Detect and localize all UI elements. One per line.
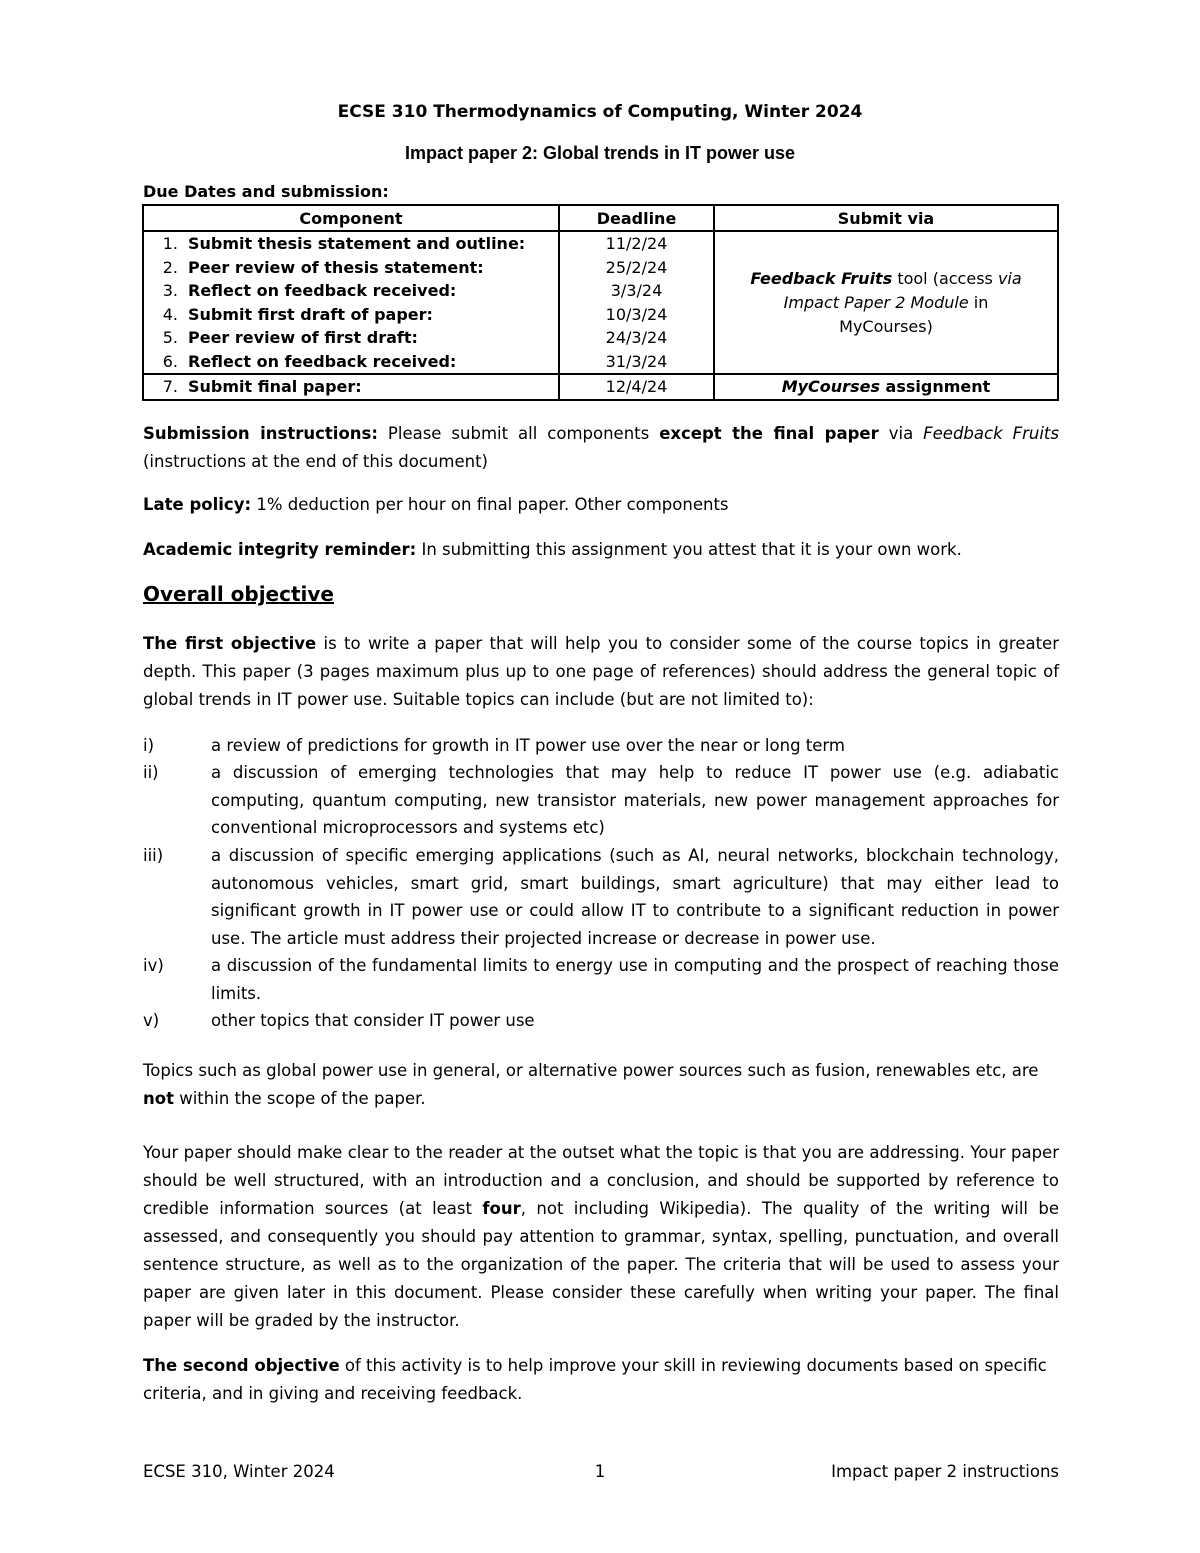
feedback-fruits-name: Feedback Fruits	[750, 268, 893, 288]
second-objective-paragraph	[143, 1352, 1059, 1408]
submission-text: Please submit all components	[377, 424, 660, 443]
topic-text: other topics that consider IT power use	[211, 1011, 535, 1030]
footer-left: ECSE 310, Winter 2024	[143, 1462, 335, 1481]
topic-numeral: v)	[143, 1011, 160, 1030]
scope-paragraph	[143, 1057, 1059, 1113]
final-submit-via-cell	[714, 374, 1058, 400]
first-objective-paragraph	[143, 630, 1059, 714]
table-header-row	[143, 205, 1058, 231]
item-number: 6.	[162, 351, 178, 371]
first-objective-label: The first objective	[143, 634, 317, 653]
deadline-list-cell	[559, 231, 714, 374]
submission-emphasis: except the final paper	[659, 424, 879, 443]
deadline-value: 31/3/24	[605, 351, 668, 371]
column-header-submit-via: Submit via	[714, 205, 1058, 231]
late-policy-text: 1% deduction per hour on final paper. Other components	[251, 495, 729, 514]
in-text: in	[968, 292, 989, 312]
list-item	[144, 303, 558, 327]
list-item	[143, 842, 1059, 952]
submission-label: Submission instructions:	[143, 424, 378, 443]
scope-text: within the scope of the paper.	[173, 1089, 426, 1108]
item-number: 3.	[162, 281, 178, 300]
deadline-value: 10/3/24	[605, 304, 668, 324]
component-name: Submit first draft of paper:	[188, 304, 433, 324]
submission-tool: Feedback Fruits	[923, 424, 1059, 443]
schedule-table	[142, 204, 1059, 401]
footer-right: Impact paper 2 instructions	[831, 1462, 1059, 1481]
submission-text: (instructions at the end of this document)	[143, 452, 488, 471]
integrity-label: Academic integrity reminder:	[143, 540, 417, 559]
paper-requirements-paragraph	[143, 1139, 1059, 1335]
integrity-text: In submitting this assignment you attest that it is your own work.	[416, 540, 962, 559]
paper-emphasis: four	[482, 1199, 521, 1218]
topic-numeral: i)	[143, 736, 155, 755]
component-name: Reflect on feedback received:	[188, 351, 457, 371]
item-number: 1.	[162, 234, 178, 253]
scope-text: Topics such as global power use in general, or alternative power sources such as fusion, renewables etc, are	[143, 1061, 1039, 1080]
due-dates-label: Due Dates and submission:	[143, 182, 389, 201]
list-item	[144, 232, 558, 256]
topic-text: a discussion of the fundamental limits to energy use in computing and the prospect of reaching those limits.	[211, 956, 1059, 1003]
deadline-value: 3/3/24	[610, 281, 663, 300]
component-name: Submit thesis statement and outline:	[188, 234, 526, 253]
list-item	[143, 952, 1059, 1007]
section-heading: Overall objective	[143, 582, 334, 606]
submit-via-line-3: MyCourses)	[839, 316, 933, 336]
submit-via-line-1	[715, 267, 1057, 291]
item-number: 2.	[162, 257, 178, 277]
list-item	[144, 279, 558, 303]
via-text: tool (access	[892, 268, 998, 288]
component-name: Peer review of first draft:	[188, 328, 418, 347]
document-subtitle: Impact paper 2: Global trends in IT power use	[404, 143, 796, 163]
topic-numeral: ii)	[143, 763, 159, 782]
assignment-text: assignment	[879, 377, 991, 396]
list-item	[143, 1007, 1059, 1035]
table-row	[143, 231, 1058, 374]
final-component-cell	[143, 374, 559, 400]
late-policy	[143, 491, 1059, 519]
deadline-value: 24/3/24	[605, 328, 668, 347]
deadline-value: 11/2/24	[605, 234, 668, 253]
component-name: Reflect on feedback received:	[188, 281, 457, 300]
scope-emphasis: not	[143, 1089, 174, 1108]
submission-text: via	[878, 424, 924, 443]
deadline-value: 25/2/24	[605, 257, 668, 277]
document-title: ECSE 310 Thermodynamics of Computing, Winter 2024	[337, 102, 863, 122]
paper-text: Your paper should make clear to the reader at the outset what the topic is that you are addressing. Your paper should be well structured, with an introduction and a conclusion, and should be supported by reference to credible information sources (at least	[143, 1143, 1059, 1218]
submission-instructions	[143, 420, 1059, 476]
late-policy-label: Late policy:	[143, 495, 252, 514]
item-number: 4.	[162, 304, 178, 324]
mycourses-name: MyCourses	[781, 377, 880, 396]
first-objective-text: is to write a paper that will help you to consider some of the course topics in greater depth. This paper (3 pages maximum plus up to one page of references) should address the general topic of global trends in IT power use. Suitable topics can include (but are not limited to):	[143, 634, 1059, 709]
topic-numeral: iii)	[143, 846, 164, 865]
academic-integrity	[143, 536, 1059, 564]
component-list-cell	[143, 231, 559, 374]
submit-via-line-2	[715, 291, 1057, 315]
list-item	[144, 256, 558, 280]
final-deadline-cell: 12/4/24	[559, 374, 714, 400]
topic-numeral: iv)	[143, 956, 164, 975]
topic-text: a discussion of emerging technologies that may help to reduce IT power use (e.g. adiabatic computing, quantum computing, new transistor materials, new power management approaches for conventional microprocessors and systems etc)	[211, 763, 1059, 837]
paper-text: , not including Wikipedia). The quality of the writing will be assessed, and consequently you should pay attention to grammar, syntax, spelling, punctuation, and overall sentence structure, as well as to the organization of the paper. The criteria that will be used to assess your paper are given later in this document. Please consider these carefully when writing your paper. The final paper will be graded by the instructor.	[143, 1199, 1059, 1330]
component-name: Submit final paper:	[188, 377, 362, 396]
list-item	[143, 732, 1059, 760]
page-number: 1	[594, 1462, 606, 1481]
list-item	[143, 759, 1059, 842]
list-item	[144, 350, 558, 374]
column-header-component: Component	[143, 205, 559, 231]
via-word: via	[997, 268, 1022, 288]
submit-via-cell	[714, 231, 1058, 374]
topic-text: a review of predictions for growth in IT power use over the near or long term	[211, 736, 845, 755]
topic-text: a discussion of specific emerging applications (such as AI, neural networks, blockchain technology, autonomous vehicles, smart grid, smart buildings, smart agriculture) that may either lead to significant growth in IT power use or could allow IT to contribute to a significant reduction in power use. The article must address their projected increase or decrease in power use.	[211, 846, 1059, 948]
module-name: Impact Paper 2 Module	[783, 292, 969, 312]
second-objective-text: of this activity is to help improve your skill in reviewing documents based on specific criteria, and in giving and receiving feedback.	[143, 1356, 1047, 1403]
component-name: Peer review of thesis statement:	[188, 257, 484, 277]
table-row-final	[143, 374, 1058, 400]
item-number: 5.	[162, 328, 178, 347]
list-item	[144, 326, 558, 350]
column-header-deadline: Deadline	[559, 205, 714, 231]
second-objective-label: The second objective	[143, 1356, 340, 1375]
item-number: 7.	[162, 377, 178, 396]
